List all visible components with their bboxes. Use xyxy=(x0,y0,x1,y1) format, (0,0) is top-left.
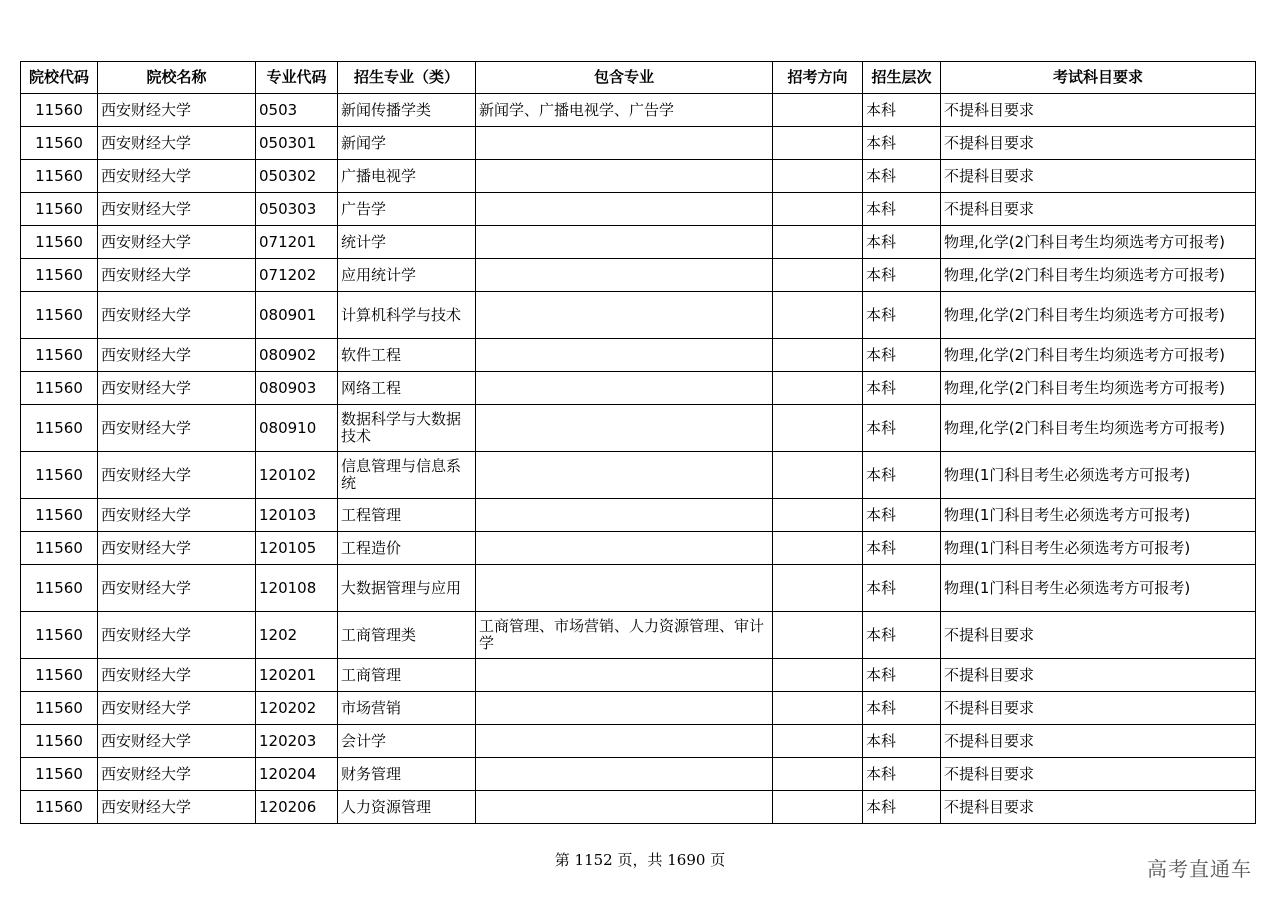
cell-included-majors: 工商管理、市场营销、人力资源管理、审计学 xyxy=(476,612,773,659)
cell-subject-requirement: 物理(1门科目考生必须选考方可报考) xyxy=(941,532,1256,565)
cell-included-majors xyxy=(476,659,773,692)
cell-level: 本科 xyxy=(863,612,941,659)
cell-school-code: 11560 xyxy=(21,292,98,339)
cell-included-majors xyxy=(476,452,773,499)
cell-included-majors xyxy=(476,259,773,292)
cell-school-code: 11560 xyxy=(21,725,98,758)
cell-level: 本科 xyxy=(863,226,941,259)
cell-direction xyxy=(773,405,863,452)
cell-school-name: 西安财经大学 xyxy=(98,612,256,659)
table-row xyxy=(21,193,1256,226)
cell-subject-requirement: 不提科目要求 xyxy=(941,725,1256,758)
cell-level: 本科 xyxy=(863,193,941,226)
cell-school-name: 西安财经大学 xyxy=(98,193,256,226)
page-number: 第 1152 页，共 1690 页 xyxy=(554,851,726,869)
table-row xyxy=(21,725,1256,758)
table-row xyxy=(21,791,1256,824)
cell-school-code: 11560 xyxy=(21,339,98,372)
cell-direction xyxy=(773,160,863,193)
cell-school-name: 西安财经大学 xyxy=(98,339,256,372)
cell-direction xyxy=(773,193,863,226)
cell-level: 本科 xyxy=(863,532,941,565)
cell-school-name: 西安财经大学 xyxy=(98,226,256,259)
cell-school-name: 西安财经大学 xyxy=(98,791,256,824)
cell-direction xyxy=(773,94,863,127)
cell-major-code: 120108 xyxy=(256,565,338,612)
cell-major-code: 050302 xyxy=(256,160,338,193)
cell-school-code: 11560 xyxy=(21,259,98,292)
cell-direction xyxy=(773,725,863,758)
cell-major-code: 120206 xyxy=(256,791,338,824)
cell-subject-requirement: 物理,化学(2门科目考生均须选考方可报考) xyxy=(941,405,1256,452)
cell-major-code: 120202 xyxy=(256,692,338,725)
cell-subject-requirement: 不提科目要求 xyxy=(941,692,1256,725)
cell-school-name: 西安财经大学 xyxy=(98,405,256,452)
cell-included-majors xyxy=(476,193,773,226)
cell-school-name: 西安财经大学 xyxy=(98,372,256,405)
cell-school-code: 11560 xyxy=(21,565,98,612)
cell-school-name: 西安财经大学 xyxy=(98,565,256,612)
cell-major-code: 080903 xyxy=(256,372,338,405)
cell-school-name: 西安财经大学 xyxy=(98,292,256,339)
cell-level: 本科 xyxy=(863,339,941,372)
cell-included-majors xyxy=(476,127,773,160)
cell-school-name: 西安财经大学 xyxy=(98,160,256,193)
cell-subject-requirement: 物理(1门科目考生必须选考方可报考) xyxy=(941,565,1256,612)
cell-enroll-major: 新闻学 xyxy=(338,127,476,160)
cell-subject-requirement: 不提科目要求 xyxy=(941,160,1256,193)
cell-direction xyxy=(773,532,863,565)
cell-enroll-major: 统计学 xyxy=(338,226,476,259)
cell-enroll-major: 计算机科学与技术 xyxy=(338,292,476,339)
cell-included-majors xyxy=(476,372,773,405)
cell-major-code: 080902 xyxy=(256,339,338,372)
header-level: 招生层次 xyxy=(863,62,941,94)
admissions-table xyxy=(20,61,1256,824)
cell-subject-requirement: 物理(1门科目考生必须选考方可报考) xyxy=(941,499,1256,532)
cell-subject-requirement: 不提科目要求 xyxy=(941,612,1256,659)
table-row xyxy=(21,405,1256,452)
cell-major-code: 050303 xyxy=(256,193,338,226)
cell-major-code: 120103 xyxy=(256,499,338,532)
cell-major-code: 120204 xyxy=(256,758,338,791)
cell-school-code: 11560 xyxy=(21,94,98,127)
cell-school-name: 西安财经大学 xyxy=(98,452,256,499)
table-row xyxy=(21,565,1256,612)
cell-direction xyxy=(773,499,863,532)
cell-school-code: 11560 xyxy=(21,160,98,193)
cell-subject-requirement: 不提科目要求 xyxy=(941,659,1256,692)
cell-subject-requirement: 物理,化学(2门科目考生均须选考方可报考) xyxy=(941,292,1256,339)
cell-subject-requirement: 不提科目要求 xyxy=(941,791,1256,824)
cell-school-name: 西安财经大学 xyxy=(98,692,256,725)
cell-subject-requirement: 不提科目要求 xyxy=(941,127,1256,160)
cell-direction xyxy=(773,259,863,292)
cell-enroll-major: 广播电视学 xyxy=(338,160,476,193)
cell-enroll-major: 大数据管理与应用 xyxy=(338,565,476,612)
cell-subject-requirement: 物理(1门科目考生必须选考方可报考) xyxy=(941,452,1256,499)
cell-level: 本科 xyxy=(863,758,941,791)
cell-enroll-major: 工商管理类 xyxy=(338,612,476,659)
cell-enroll-major: 会计学 xyxy=(338,725,476,758)
table-row xyxy=(21,659,1256,692)
cell-school-name: 西安财经大学 xyxy=(98,659,256,692)
cell-direction xyxy=(773,226,863,259)
cell-school-name: 西安财经大学 xyxy=(98,758,256,791)
cell-school-code: 11560 xyxy=(21,532,98,565)
table-row xyxy=(21,612,1256,659)
cell-direction xyxy=(773,565,863,612)
watermark: 高考直通车 xyxy=(1147,857,1252,881)
cell-school-code: 11560 xyxy=(21,791,98,824)
cell-enroll-major: 工程造价 xyxy=(338,532,476,565)
table-row xyxy=(21,372,1256,405)
cell-subject-requirement: 不提科目要求 xyxy=(941,94,1256,127)
cell-major-code: 120105 xyxy=(256,532,338,565)
cell-included-majors xyxy=(476,791,773,824)
cell-level: 本科 xyxy=(863,94,941,127)
cell-school-name: 西安财经大学 xyxy=(98,259,256,292)
header-row xyxy=(21,62,1256,94)
cell-major-code: 050301 xyxy=(256,127,338,160)
cell-enroll-major: 市场营销 xyxy=(338,692,476,725)
cell-subject-requirement: 不提科目要求 xyxy=(941,758,1256,791)
cell-enroll-major: 应用统计学 xyxy=(338,259,476,292)
cell-school-code: 11560 xyxy=(21,612,98,659)
cell-direction xyxy=(773,758,863,791)
cell-level: 本科 xyxy=(863,127,941,160)
cell-level: 本科 xyxy=(863,499,941,532)
cell-major-code: 080910 xyxy=(256,405,338,452)
cell-direction xyxy=(773,452,863,499)
cell-level: 本科 xyxy=(863,791,941,824)
cell-included-majors xyxy=(476,692,773,725)
table-body xyxy=(21,94,1256,824)
cell-major-code: 071202 xyxy=(256,259,338,292)
cell-included-majors xyxy=(476,499,773,532)
cell-included-majors xyxy=(476,532,773,565)
cell-direction xyxy=(773,372,863,405)
cell-subject-requirement: 物理,化学(2门科目考生均须选考方可报考) xyxy=(941,339,1256,372)
cell-direction xyxy=(773,612,863,659)
table-row xyxy=(21,259,1256,292)
cell-school-code: 11560 xyxy=(21,758,98,791)
cell-included-majors xyxy=(476,292,773,339)
cell-included-majors xyxy=(476,339,773,372)
cell-direction xyxy=(773,292,863,339)
table-row xyxy=(21,127,1256,160)
cell-included-majors: 新闻学、广播电视学、广告学 xyxy=(476,94,773,127)
cell-included-majors xyxy=(476,226,773,259)
cell-enroll-major: 广告学 xyxy=(338,193,476,226)
cell-subject-requirement: 不提科目要求 xyxy=(941,193,1256,226)
cell-school-code: 11560 xyxy=(21,499,98,532)
cell-enroll-major: 财务管理 xyxy=(338,758,476,791)
cell-enroll-major: 新闻传播学类 xyxy=(338,94,476,127)
cell-level: 本科 xyxy=(863,292,941,339)
cell-level: 本科 xyxy=(863,565,941,612)
cell-major-code: 120203 xyxy=(256,725,338,758)
table-row xyxy=(21,292,1256,339)
cell-major-code: 071201 xyxy=(256,226,338,259)
cell-enroll-major: 网络工程 xyxy=(338,372,476,405)
cell-subject-requirement: 物理,化学(2门科目考生均须选考方可报考) xyxy=(941,226,1256,259)
table-row xyxy=(21,692,1256,725)
header-school-code: 院校代码 xyxy=(21,62,98,94)
table-row xyxy=(21,226,1256,259)
table-row xyxy=(21,94,1256,127)
table-row xyxy=(21,339,1256,372)
cell-level: 本科 xyxy=(863,659,941,692)
cell-school-code: 11560 xyxy=(21,127,98,160)
cell-level: 本科 xyxy=(863,405,941,452)
cell-direction xyxy=(773,692,863,725)
cell-school-name: 西安财经大学 xyxy=(98,725,256,758)
table-row xyxy=(21,758,1256,791)
cell-school-code: 11560 xyxy=(21,405,98,452)
table-row xyxy=(21,452,1256,499)
cell-direction xyxy=(773,791,863,824)
cell-school-name: 西安财经大学 xyxy=(98,127,256,160)
table-header xyxy=(21,62,1256,94)
cell-school-name: 西安财经大学 xyxy=(98,94,256,127)
cell-major-code: 0503 xyxy=(256,94,338,127)
cell-major-code: 120201 xyxy=(256,659,338,692)
cell-major-code: 080901 xyxy=(256,292,338,339)
cell-direction xyxy=(773,127,863,160)
cell-included-majors xyxy=(476,725,773,758)
cell-direction xyxy=(773,659,863,692)
cell-subject-requirement: 物理,化学(2门科目考生均须选考方可报考) xyxy=(941,259,1256,292)
cell-major-code: 1202 xyxy=(256,612,338,659)
cell-direction xyxy=(773,339,863,372)
header-included-majors: 包含专业 xyxy=(476,62,773,94)
cell-included-majors xyxy=(476,565,773,612)
cell-school-code: 11560 xyxy=(21,452,98,499)
cell-school-code: 11560 xyxy=(21,372,98,405)
cell-enroll-major: 工商管理 xyxy=(338,659,476,692)
cell-major-code: 120102 xyxy=(256,452,338,499)
cell-level: 本科 xyxy=(863,452,941,499)
cell-included-majors xyxy=(476,160,773,193)
cell-level: 本科 xyxy=(863,692,941,725)
cell-school-name: 西安财经大学 xyxy=(98,532,256,565)
cell-level: 本科 xyxy=(863,372,941,405)
cell-enroll-major: 人力资源管理 xyxy=(338,791,476,824)
cell-included-majors xyxy=(476,758,773,791)
table-row xyxy=(21,499,1256,532)
cell-enroll-major: 信息管理与信息系统 xyxy=(338,452,476,499)
cell-enroll-major: 软件工程 xyxy=(338,339,476,372)
cell-school-code: 11560 xyxy=(21,193,98,226)
cell-school-code: 11560 xyxy=(21,226,98,259)
cell-level: 本科 xyxy=(863,259,941,292)
header-direction: 招考方向 xyxy=(773,62,863,94)
header-enroll-major: 招生专业（类） xyxy=(338,62,476,94)
cell-school-code: 11560 xyxy=(21,692,98,725)
cell-enroll-major: 工程管理 xyxy=(338,499,476,532)
cell-included-majors xyxy=(476,405,773,452)
header-subject-requirement: 考试科目要求 xyxy=(941,62,1256,94)
cell-enroll-major: 数据科学与大数据技术 xyxy=(338,405,476,452)
header-school-name: 院校名称 xyxy=(98,62,256,94)
cell-subject-requirement: 物理,化学(2门科目考生均须选考方可报考) xyxy=(941,372,1256,405)
cell-level: 本科 xyxy=(863,725,941,758)
table-row xyxy=(21,532,1256,565)
header-major-code: 专业代码 xyxy=(256,62,338,94)
cell-school-name: 西安财经大学 xyxy=(98,499,256,532)
cell-level: 本科 xyxy=(863,160,941,193)
cell-school-code: 11560 xyxy=(21,659,98,692)
table-row xyxy=(21,160,1256,193)
